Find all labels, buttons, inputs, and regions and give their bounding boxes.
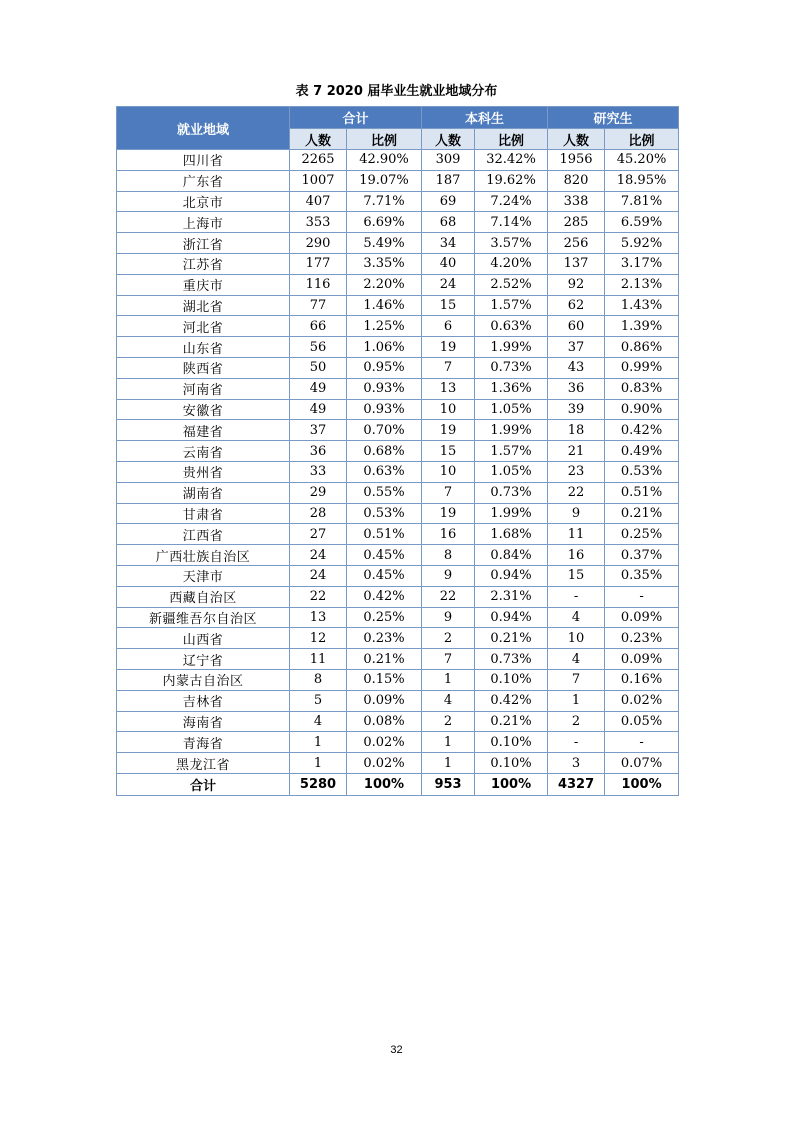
table-row <box>117 669 679 690</box>
graduate-ratio: 0.02% <box>605 690 679 711</box>
total-ratio: 0.51% <box>347 524 422 545</box>
total-count: 116 <box>290 274 347 295</box>
region-name: 陕西省 <box>117 357 290 378</box>
total-ratio: 0.45% <box>347 545 422 566</box>
graduate-ratio: 0.07% <box>605 753 679 774</box>
graduate-count: 39 <box>548 399 605 420</box>
graduate-ratio: 0.16% <box>605 669 679 690</box>
graduate-count: 22 <box>548 482 605 503</box>
graduate-count: 43 <box>548 357 605 378</box>
region-name: 山西省 <box>117 628 290 649</box>
total-ratio: 0.55% <box>347 482 422 503</box>
undergrad-ratio: 0.10% <box>475 753 548 774</box>
graduate-count: 37 <box>548 337 605 358</box>
table-row <box>117 357 679 378</box>
total-ratio: 1.06% <box>347 337 422 358</box>
total-count: 1007 <box>290 170 347 191</box>
total-count: 1 <box>290 753 347 774</box>
table-row <box>117 150 679 171</box>
total-ratio: 0.93% <box>347 399 422 420</box>
graduate-ratio: 5.92% <box>605 233 679 254</box>
undergrad-ratio: 1.57% <box>475 441 548 462</box>
undergrad-ratio: 0.10% <box>475 732 548 753</box>
undergrad-count: 10 <box>422 399 475 420</box>
undergrad-ratio: 1.57% <box>475 295 548 316</box>
region-name: 甘肃省 <box>117 503 290 524</box>
undergrad-count: 15 <box>422 295 475 316</box>
region-name: 山东省 <box>117 337 290 358</box>
total-count: 1 <box>290 732 347 753</box>
region-name: 贵州省 <box>117 461 290 482</box>
region-name: 湖南省 <box>117 482 290 503</box>
total-count: 11 <box>290 649 347 670</box>
region-name: 新疆维吾尔自治区 <box>117 607 290 628</box>
graduate-ratio: 18.95% <box>605 170 679 191</box>
table-row <box>117 378 679 399</box>
undergrad-count: 69 <box>422 191 475 212</box>
region-name: 广东省 <box>117 170 290 191</box>
total-count: 353 <box>290 212 347 233</box>
page-number: 32 <box>390 1044 403 1056</box>
graduate-ratio: 0.49% <box>605 441 679 462</box>
graduate-ratio: 45.20% <box>605 150 679 171</box>
region-name: 江苏省 <box>117 253 290 274</box>
region-name: 浙江省 <box>117 233 290 254</box>
graduate-count: 137 <box>548 253 605 274</box>
table-row <box>117 607 679 628</box>
undergrad-count: 19 <box>422 503 475 524</box>
undergrad-ratio: 2.31% <box>475 586 548 607</box>
undergrad-ratio: 0.63% <box>475 316 548 337</box>
table-row <box>117 441 679 462</box>
total-ratio: 0.02% <box>347 753 422 774</box>
undergrad-count: 1 <box>422 669 475 690</box>
table-row <box>117 565 679 586</box>
undergrad-ratio: 4.20% <box>475 253 548 274</box>
table-row <box>117 253 679 274</box>
count-header: 人数 <box>290 129 347 150</box>
region-name: 江西省 <box>117 524 290 545</box>
undergrad-count: 7 <box>422 649 475 670</box>
employment-region-table <box>116 106 679 796</box>
total-count: 13 <box>290 607 347 628</box>
region-name: 北京市 <box>117 191 290 212</box>
graduate-ratio: 0.53% <box>605 461 679 482</box>
graduate-count: 1 <box>548 690 605 711</box>
table-row <box>117 191 679 212</box>
region-name: 上海市 <box>117 212 290 233</box>
graduate-count: 285 <box>548 212 605 233</box>
graduate-ratio: 0.25% <box>605 524 679 545</box>
table-row <box>117 212 679 233</box>
graduate-count: - <box>548 586 605 607</box>
graduate-count: 36 <box>548 378 605 399</box>
total-count: 33 <box>290 461 347 482</box>
undergrad-count: 24 <box>422 274 475 295</box>
region-column-header: 就业地域 <box>117 107 290 150</box>
graduate-count: 338 <box>548 191 605 212</box>
total-ratio: 0.95% <box>347 357 422 378</box>
graduate-count: 15 <box>548 565 605 586</box>
table-row <box>117 295 679 316</box>
table-row <box>117 274 679 295</box>
undergrad-ratio: 2.52% <box>475 274 548 295</box>
table-row <box>117 233 679 254</box>
undergrad-count: 2 <box>422 711 475 732</box>
table-row <box>117 711 679 732</box>
total-label: 合计 <box>117 773 290 795</box>
graduate-count: 23 <box>548 461 605 482</box>
ratio-header: 比例 <box>475 129 548 150</box>
total-count: 24 <box>290 565 347 586</box>
total-count: 177 <box>290 253 347 274</box>
total-ratio: 1.25% <box>347 316 422 337</box>
region-name: 云南省 <box>117 441 290 462</box>
undergrad-ratio: 0.21% <box>475 711 548 732</box>
graduate-total-ratio: 100% <box>605 773 679 795</box>
total-count: 66 <box>290 316 347 337</box>
undergrad-total-ratio: 100% <box>475 773 548 795</box>
table-row <box>117 732 679 753</box>
region-name: 湖北省 <box>117 295 290 316</box>
table-row <box>117 753 679 774</box>
graduate-ratio: 0.90% <box>605 399 679 420</box>
table-row <box>117 461 679 482</box>
total-ratio: 42.90% <box>347 150 422 171</box>
total-ratio: 0.21% <box>347 649 422 670</box>
region-name: 四川省 <box>117 150 290 171</box>
total-count: 5 <box>290 690 347 711</box>
ratio-header: 比例 <box>605 129 679 150</box>
graduate-count: 9 <box>548 503 605 524</box>
table-row <box>117 649 679 670</box>
table-row <box>117 690 679 711</box>
graduate-ratio: 0.05% <box>605 711 679 732</box>
total-count: 407 <box>290 191 347 212</box>
graduate-ratio: 3.17% <box>605 253 679 274</box>
undergrad-ratio: 0.73% <box>475 649 548 670</box>
graduate-ratio: 0.23% <box>605 628 679 649</box>
total-count: 12 <box>290 628 347 649</box>
region-name: 河南省 <box>117 378 290 399</box>
undergrad-ratio: 1.36% <box>475 378 548 399</box>
graduate-ratio: 0.99% <box>605 357 679 378</box>
graduate-count: 1956 <box>548 150 605 171</box>
total-ratio: 0.23% <box>347 628 422 649</box>
graduate-count: 4 <box>548 607 605 628</box>
undergrad-ratio: 0.73% <box>475 357 548 378</box>
undergrad-ratio: 1.05% <box>475 461 548 482</box>
undergrad-ratio: 7.14% <box>475 212 548 233</box>
total-count: 49 <box>290 378 347 399</box>
graduate-ratio: 6.59% <box>605 212 679 233</box>
total-ratio: 0.25% <box>347 607 422 628</box>
total-ratio: 0.02% <box>347 732 422 753</box>
graduate-ratio: - <box>605 732 679 753</box>
total-ratio: 6.69% <box>347 212 422 233</box>
region-name: 福建省 <box>117 420 290 441</box>
table-row <box>117 628 679 649</box>
region-name: 西藏自治区 <box>117 586 290 607</box>
undergrad-ratio: 0.84% <box>475 545 548 566</box>
total-count: 49 <box>290 399 347 420</box>
undergrad-count: 16 <box>422 524 475 545</box>
region-name: 河北省 <box>117 316 290 337</box>
graduate-ratio: 0.09% <box>605 607 679 628</box>
undergrad-ratio: 1.68% <box>475 524 548 545</box>
undergrad-count: 40 <box>422 253 475 274</box>
total-ratio: 0.68% <box>347 441 422 462</box>
undergrad-ratio: 0.94% <box>475 607 548 628</box>
undergrad-ratio: 0.42% <box>475 690 548 711</box>
table-row <box>117 503 679 524</box>
total-ratio: 2.20% <box>347 274 422 295</box>
total-count: 5280 <box>290 773 347 795</box>
graduate-count: 2 <box>548 711 605 732</box>
table-row <box>117 399 679 420</box>
total-ratio: 0.42% <box>347 586 422 607</box>
table-row <box>117 524 679 545</box>
graduate-count: 11 <box>548 524 605 545</box>
graduate-ratio: 1.39% <box>605 316 679 337</box>
region-name: 内蒙古自治区 <box>117 669 290 690</box>
undergrad-ratio: 1.99% <box>475 420 548 441</box>
graduate-ratio: 0.37% <box>605 545 679 566</box>
total-ratio: 0.93% <box>347 378 422 399</box>
graduate-ratio: 0.09% <box>605 649 679 670</box>
undergrad-ratio: 19.62% <box>475 170 548 191</box>
graduate-ratio: 0.86% <box>605 337 679 358</box>
undergrad-group-header: 本科生 <box>422 107 548 129</box>
graduate-ratio: 1.43% <box>605 295 679 316</box>
undergrad-count: 22 <box>422 586 475 607</box>
region-name: 辽宁省 <box>117 649 290 670</box>
graduate-ratio: 0.42% <box>605 420 679 441</box>
total-ratio: 100% <box>347 773 422 795</box>
undergrad-count: 9 <box>422 607 475 628</box>
ratio-header: 比例 <box>347 129 422 150</box>
total-count: 36 <box>290 441 347 462</box>
undergrad-count: 1 <box>422 732 475 753</box>
undergrad-count: 7 <box>422 357 475 378</box>
total-count: 37 <box>290 420 347 441</box>
total-count: 8 <box>290 669 347 690</box>
undergrad-ratio: 1.99% <box>475 503 548 524</box>
undergrad-count: 7 <box>422 482 475 503</box>
region-name: 黑龙江省 <box>117 753 290 774</box>
graduate-count: 10 <box>548 628 605 649</box>
graduate-ratio: 0.51% <box>605 482 679 503</box>
region-name: 青海省 <box>117 732 290 753</box>
graduate-count: 92 <box>548 274 605 295</box>
undergrad-count: 4 <box>422 690 475 711</box>
graduate-count: 4 <box>548 649 605 670</box>
total-count: 22 <box>290 586 347 607</box>
region-name: 天津市 <box>117 565 290 586</box>
undergrad-ratio: 0.10% <box>475 669 548 690</box>
region-name: 安徽省 <box>117 399 290 420</box>
total-count: 2265 <box>290 150 347 171</box>
graduate-ratio: 0.35% <box>605 565 679 586</box>
undergrad-ratio: 0.73% <box>475 482 548 503</box>
undergrad-count: 19 <box>422 337 475 358</box>
table-caption: 表 7 2020 届毕业生就业地域分布 <box>295 84 498 99</box>
graduate-ratio: 7.81% <box>605 191 679 212</box>
graduate-count: 7 <box>548 669 605 690</box>
total-group-header: 合计 <box>290 107 422 129</box>
undergrad-count: 13 <box>422 378 475 399</box>
total-count: 28 <box>290 503 347 524</box>
undergrad-count: 34 <box>422 233 475 254</box>
total-count: 27 <box>290 524 347 545</box>
total-count: 24 <box>290 545 347 566</box>
total-ratio: 0.15% <box>347 669 422 690</box>
undergrad-ratio: 3.57% <box>475 233 548 254</box>
graduate-count: 820 <box>548 170 605 191</box>
table-row <box>117 482 679 503</box>
undergrad-count: 10 <box>422 461 475 482</box>
undergrad-count: 19 <box>422 420 475 441</box>
graduate-ratio: 2.13% <box>605 274 679 295</box>
undergrad-count: 2 <box>422 628 475 649</box>
undergrad-count: 15 <box>422 441 475 462</box>
region-name: 吉林省 <box>117 690 290 711</box>
total-count: 4 <box>290 711 347 732</box>
total-ratio: 0.08% <box>347 711 422 732</box>
undergrad-ratio: 32.42% <box>475 150 548 171</box>
undergrad-ratio: 1.05% <box>475 399 548 420</box>
total-ratio: 19.07% <box>347 170 422 191</box>
undergrad-count: 6 <box>422 316 475 337</box>
total-ratio: 0.70% <box>347 420 422 441</box>
undergrad-ratio: 7.24% <box>475 191 548 212</box>
undergrad-count: 68 <box>422 212 475 233</box>
total-ratio: 5.49% <box>347 233 422 254</box>
undergrad-ratio: 1.99% <box>475 337 548 358</box>
graduate-count: 256 <box>548 233 605 254</box>
table-row <box>117 316 679 337</box>
total-ratio: 7.71% <box>347 191 422 212</box>
region-name: 广西壮族自治区 <box>117 545 290 566</box>
total-ratio: 0.63% <box>347 461 422 482</box>
table-body <box>117 150 679 774</box>
total-ratio: 1.46% <box>347 295 422 316</box>
total-count: 77 <box>290 295 347 316</box>
graduate-ratio: 0.83% <box>605 378 679 399</box>
total-ratio: 0.45% <box>347 565 422 586</box>
graduate-group-header: 研究生 <box>548 107 679 129</box>
undergrad-ratio: 0.94% <box>475 565 548 586</box>
total-row <box>117 773 679 795</box>
total-ratio: 0.53% <box>347 503 422 524</box>
graduate-count: 60 <box>548 316 605 337</box>
graduate-count: 18 <box>548 420 605 441</box>
undergrad-count: 187 <box>422 170 475 191</box>
graduate-ratio: 0.21% <box>605 503 679 524</box>
total-count: 290 <box>290 233 347 254</box>
graduate-count: 62 <box>548 295 605 316</box>
table-row <box>117 586 679 607</box>
graduate-count: 21 <box>548 441 605 462</box>
total-count: 56 <box>290 337 347 358</box>
graduate-count: 3 <box>548 753 605 774</box>
undergrad-count: 9 <box>422 565 475 586</box>
table-row <box>117 420 679 441</box>
graduate-ratio: - <box>605 586 679 607</box>
region-name: 重庆市 <box>117 274 290 295</box>
graduate-count: 16 <box>548 545 605 566</box>
total-count: 50 <box>290 357 347 378</box>
undergrad-total-count: 953 <box>422 773 475 795</box>
total-count: 29 <box>290 482 347 503</box>
total-ratio: 0.09% <box>347 690 422 711</box>
undergrad-ratio: 0.21% <box>475 628 548 649</box>
count-header: 人数 <box>548 129 605 150</box>
graduate-total-count: 4327 <box>548 773 605 795</box>
table-row <box>117 545 679 566</box>
undergrad-count: 8 <box>422 545 475 566</box>
table-row <box>117 337 679 358</box>
region-name: 海南省 <box>117 711 290 732</box>
undergrad-count: 309 <box>422 150 475 171</box>
undergrad-count: 1 <box>422 753 475 774</box>
graduate-count: - <box>548 732 605 753</box>
total-ratio: 3.35% <box>347 253 422 274</box>
table-row <box>117 170 679 191</box>
count-header: 人数 <box>422 129 475 150</box>
